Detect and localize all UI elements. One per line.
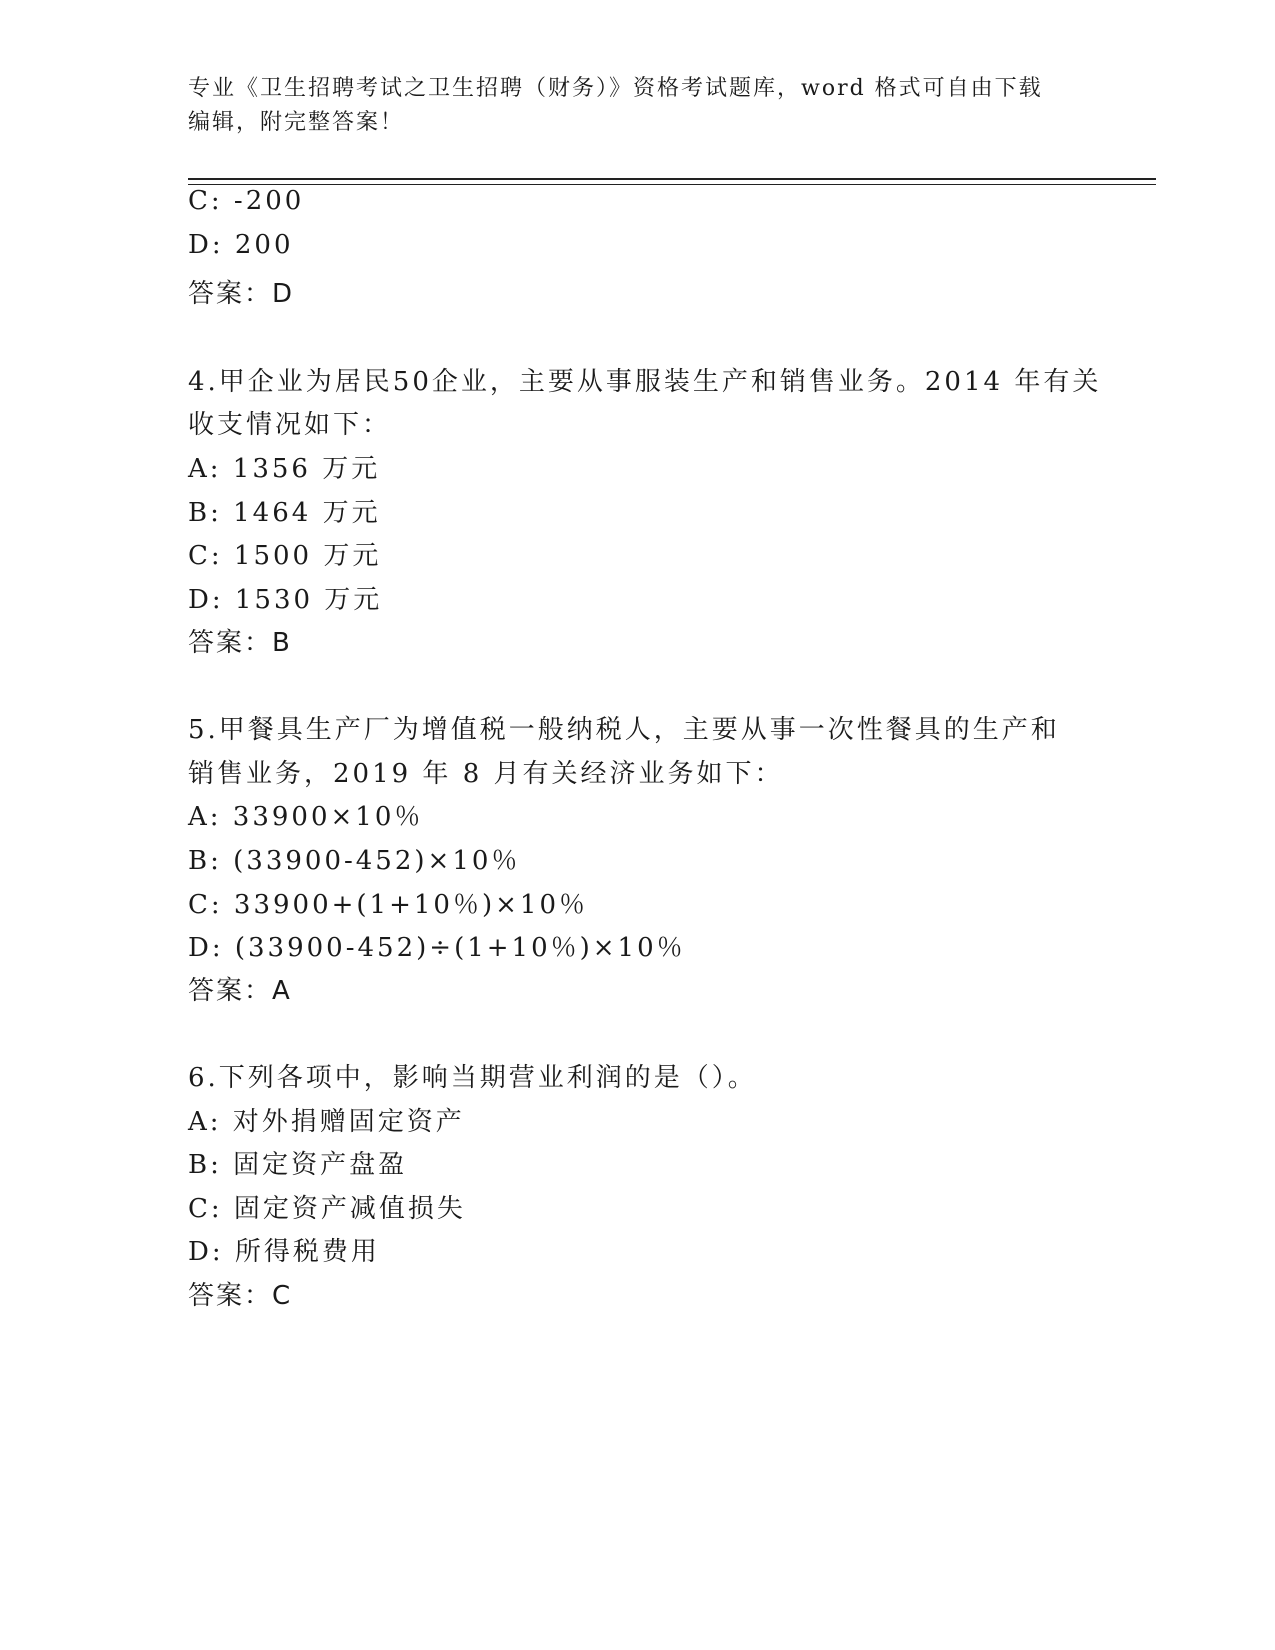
q6-option-c: C: 固定资产减值损失 xyxy=(188,1194,466,1224)
document-header xyxy=(188,72,1068,140)
q6-option-d: D: 所得税费用 xyxy=(188,1237,380,1267)
q4-answer: 答案：B xyxy=(188,628,292,658)
q6-option-b: B: 固定资产盘盈 xyxy=(188,1150,408,1180)
prev-option-d: D: 200 xyxy=(188,230,294,260)
prev-answer: 答案：D xyxy=(188,279,295,309)
q6-option-a: A: 对外捐赠固定资产 xyxy=(188,1107,465,1137)
q5-stem-line-1: 5.甲餐具生产厂为增值税一般纳税人，主要从事一次性餐具的生产和 xyxy=(188,715,1060,745)
q5-stem-line-2: 销售业务，2019 年 8 月有关经济业务如下： xyxy=(188,759,784,789)
q5-option-d: D: (33900-452)÷(1+10％)×10％ xyxy=(188,933,686,963)
q4-option-c: C: 1500 万元 xyxy=(188,541,382,571)
header-line-1: 专业《卫生招聘考试之卫生招聘（财务）》资格考试题库，word 格式可自由下载 xyxy=(188,76,1043,101)
q4-stem-line-2: 收支情况如下： xyxy=(188,410,392,440)
q6-answer: 答案：C xyxy=(188,1281,293,1311)
prev-option-c: C: -200 xyxy=(188,186,305,216)
header-line-2: 编辑，附完整答案！ xyxy=(188,110,405,135)
q5-option-c: C: 33900+(1+10％)×10％ xyxy=(188,890,588,920)
q4-option-b: B: 1464 万元 xyxy=(188,498,381,528)
q6-stem: 6.下列各项中，影响当期营业利润的是（）。 xyxy=(188,1063,757,1093)
q4-stem-line-1: 4.甲企业为居民50企业，主要从事服装生产和销售业务。2014 年有关 xyxy=(188,367,1102,397)
header-rule-thick xyxy=(188,178,1156,180)
q4-option-d: D: 1530 万元 xyxy=(188,585,383,615)
header-rule-thin xyxy=(188,184,1156,185)
q5-option-b: B: (33900-452)×10％ xyxy=(188,846,521,876)
q5-option-a: A: 33900×10％ xyxy=(188,802,424,832)
q4-option-a: A: 1356 万元 xyxy=(188,454,381,484)
q5-answer: 答案：A xyxy=(188,976,292,1006)
